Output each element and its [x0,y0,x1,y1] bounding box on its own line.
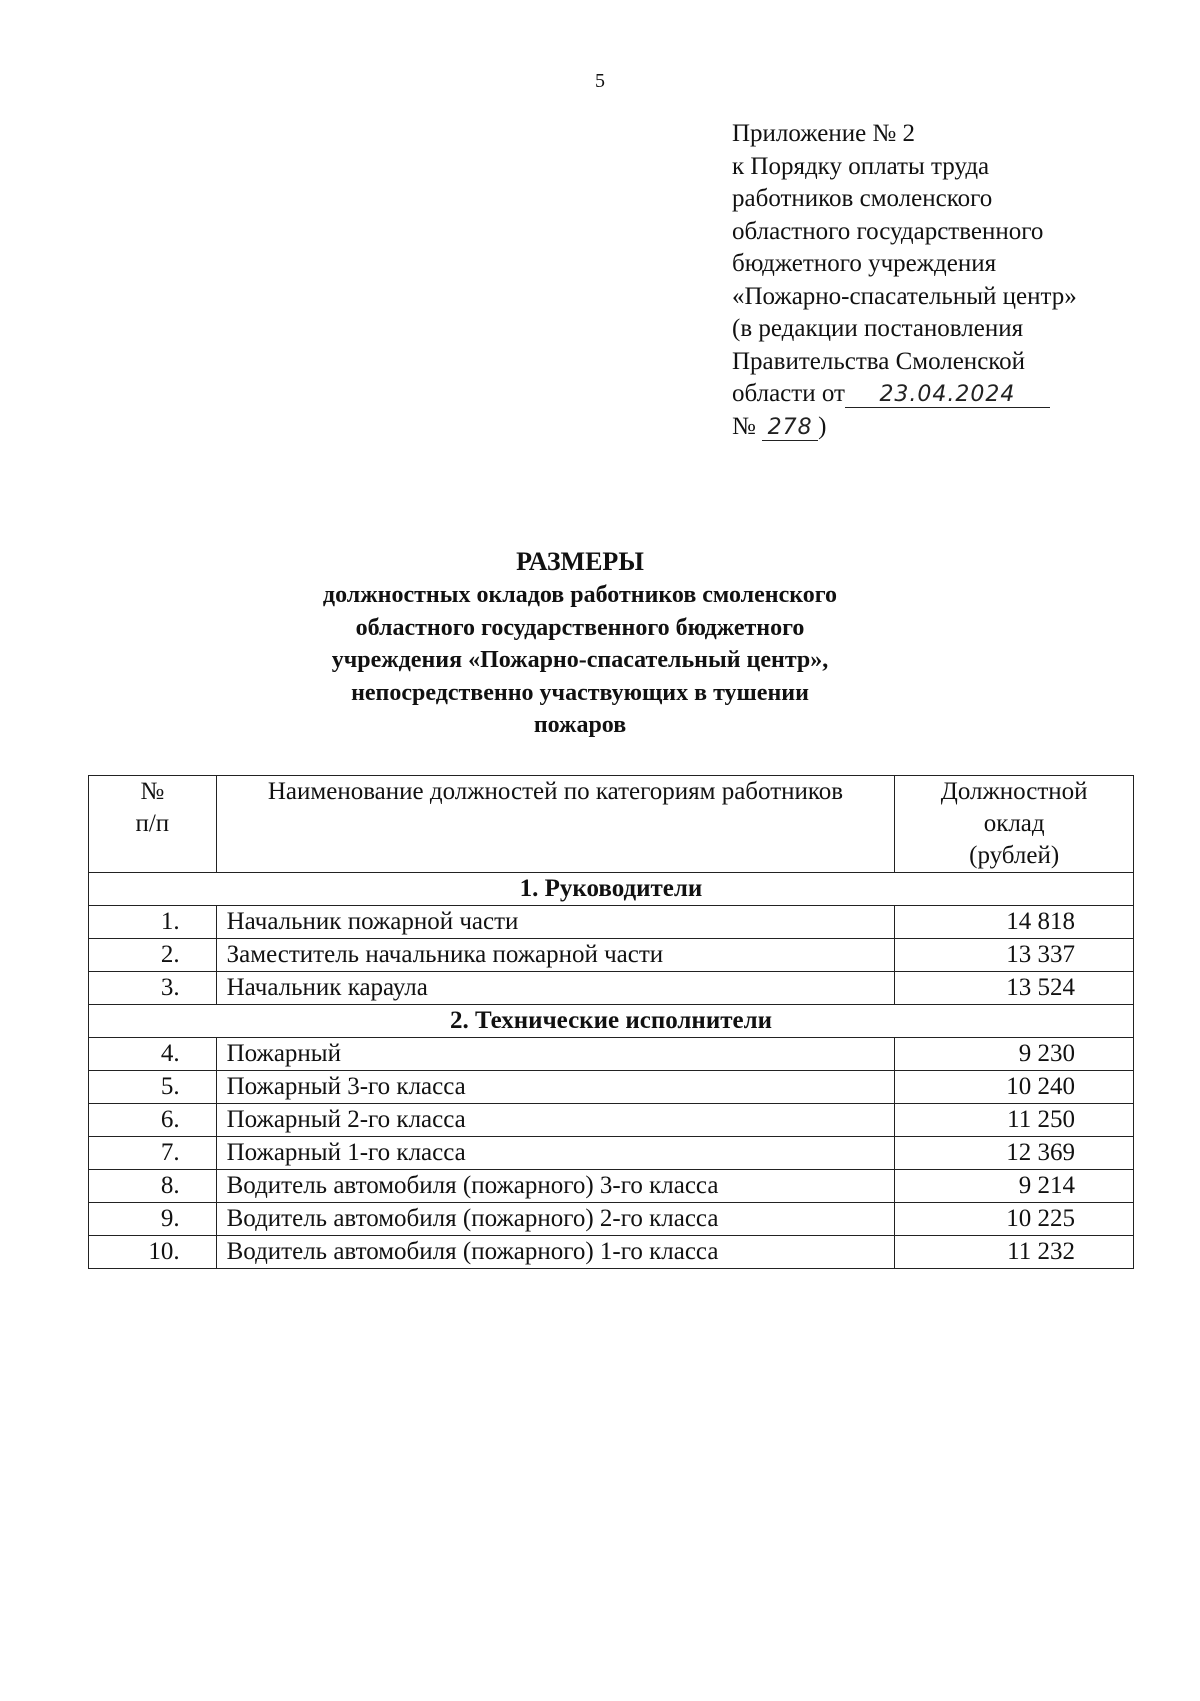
row-salary: 9 230 [895,1038,1134,1071]
document-subtitle-line: непосредственно участвующих в тушении [351,679,809,706]
salary-table [88,775,1134,1269]
header-salary-line: оклад [983,810,1045,837]
appendix-line: к Порядку оплаты труда [732,152,990,180]
document-title: РАЗМЕРЫ [516,547,644,576]
row-salary: 13 337 [895,939,1134,972]
row-salary: 10 240 [895,1071,1134,1104]
row-salary: 11 250 [895,1104,1134,1137]
appendix-line: работников смоленского [732,185,993,212]
section-title: 2. Технические исполнители [89,1005,1134,1038]
row-number: 8. [89,1170,217,1203]
row-position-name: Водитель автомобиля (пожарного) 2-го класса [216,1203,895,1236]
row-number: 9. [89,1203,217,1236]
row-number: 5. [89,1071,217,1104]
header-number [89,776,217,873]
row-salary: 14 818 [895,906,1134,939]
row-number: 6. [89,1104,217,1137]
appendix-line: бюджетного учреждения [732,250,997,277]
row-number: 4. [89,1038,217,1071]
table-row [89,939,1134,972]
header-number-line: п/п [135,810,170,837]
appendix-line: Приложение № 2 [732,120,916,147]
page-number: 5 [595,70,605,92]
row-position-name: Заместитель начальника пожарной части [216,939,895,972]
handwritten-number: 278 [762,416,818,441]
row-number: 1. [89,906,217,939]
table-row [89,1203,1134,1236]
row-position-name: Водитель автомобиля (пожарного) 3-го класса [216,1170,895,1203]
appendix-line: Правительства Смоленской [732,347,1026,375]
appendix-line: (в редакции постановления [732,315,1024,342]
appendix-block [732,118,1172,443]
row-number: 7. [89,1137,217,1170]
appendix-line: областного государственного [732,217,1044,245]
row-salary: 12 369 [895,1137,1134,1170]
header-number-line: № [140,778,165,805]
document-title-block [0,545,1160,742]
row-position-name: Пожарный 3-го класса [216,1071,895,1104]
row-position-name: Начальник пожарной части [216,906,895,939]
row-number: 10. [89,1236,217,1269]
appendix-date-line [732,378,1172,411]
row-salary: 11 232 [895,1236,1134,1269]
appendix-number-line [732,411,1172,444]
section-row [89,1005,1134,1038]
row-position-name: Пожарный [216,1038,895,1071]
handwritten-date: 23.04.2024 [845,383,1050,408]
row-number: 2. [89,939,217,972]
table-row [89,972,1134,1005]
document-subtitle-line: должностных окладов работников смоленского [322,582,838,608]
row-position-name: Водитель автомобиля (пожарного) 1-го класса [216,1236,895,1269]
row-position-name: Начальник караула [216,972,895,1005]
header-salary-line: (рублей) [969,842,1060,869]
table-row [89,906,1134,939]
document-subtitle-line: учреждения «Пожарно-спасательный центр», [331,647,829,673]
table-header-row [89,776,1134,873]
header-salary-line: Должностной [940,778,1088,805]
date-prefix: области от [732,380,845,407]
header-position-name: Наименование должностей по категориям работников [216,776,895,873]
appendix-line: «Пожарно-спасательный центр» [732,282,1077,310]
header-salary [895,776,1134,873]
row-salary: 10 225 [895,1203,1134,1236]
row-position-name: Пожарный 2-го класса [216,1104,895,1137]
number-prefix: № [732,412,756,440]
number-suffix: ) [818,412,827,440]
section-title: 1. Руководители [89,873,1134,906]
table-row [89,1071,1134,1104]
table-row [89,1236,1134,1269]
row-position-name: Пожарный 1-го класса [216,1137,895,1170]
table-row [89,1170,1134,1203]
table-body [89,873,1134,1269]
row-salary: 13 524 [895,972,1134,1005]
document-subtitle-line: пожаров [533,712,627,738]
section-row [89,873,1134,906]
row-salary: 9 214 [895,1170,1134,1203]
table-row [89,1104,1134,1137]
table-row [89,1137,1134,1170]
document-subtitle-line: областного государственного бюджетного [355,614,805,641]
row-number: 3. [89,972,217,1005]
table-row [89,1038,1134,1071]
